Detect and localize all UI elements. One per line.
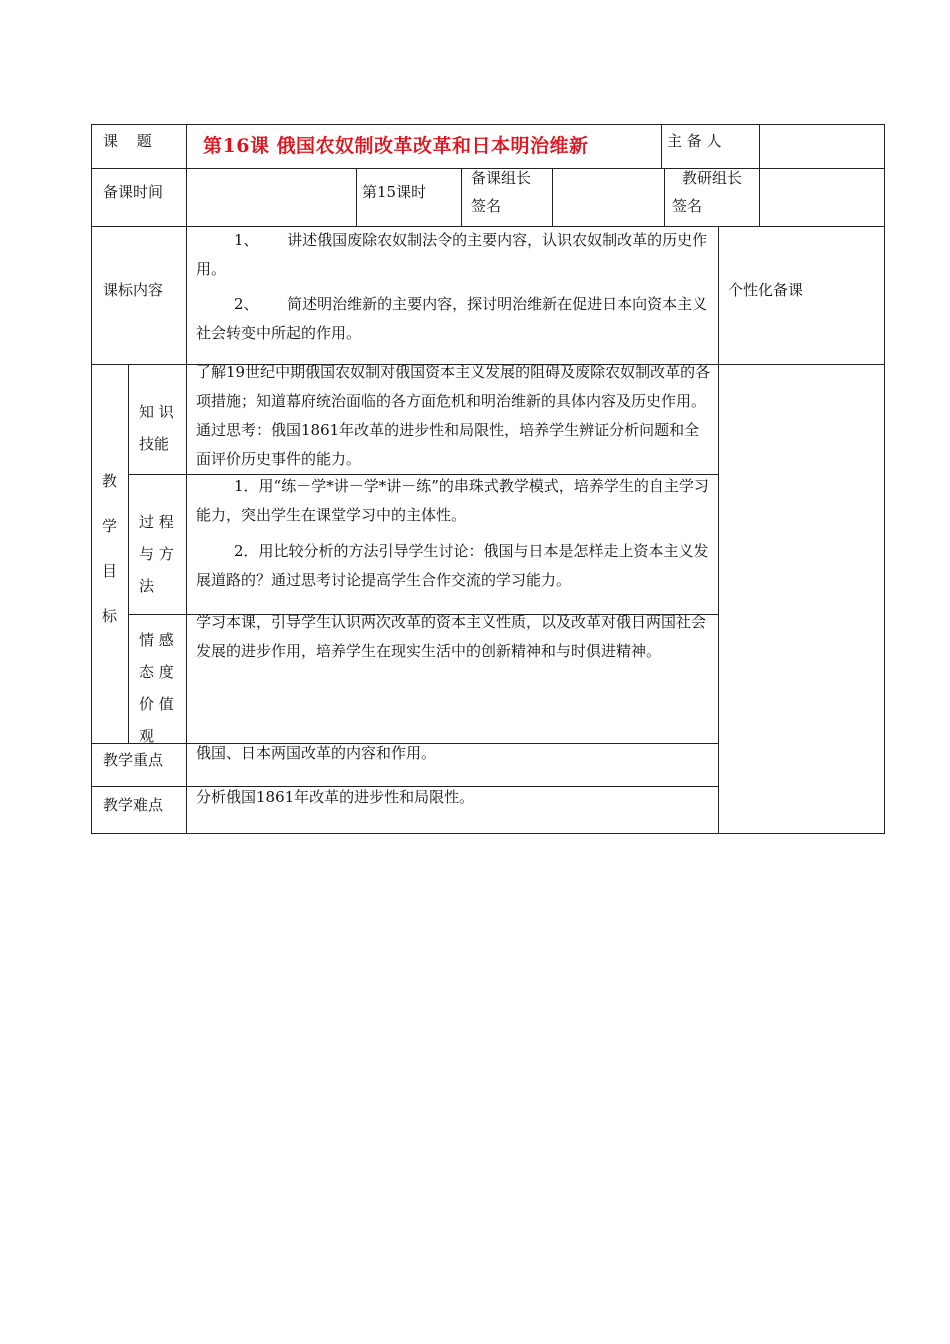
standards-item-1: 1、 讲述俄国废除农奴制法令的主要内容，认识农奴制改革的历史作用。 (196, 231, 708, 278)
process-label: 过 程 (139, 513, 174, 531)
knowledge-label-2: 技能 (139, 435, 170, 453)
group-leader-label-2: 签名 (471, 197, 502, 215)
col-divider (718, 226, 719, 834)
col-divider (552, 168, 553, 226)
main-preparer-label: 主 备 人 (667, 132, 722, 150)
emotion-text: 学习本课，引导学生认识两次改革的资本主义性质，以及改革对俄日两国社会发展的进步作用，培养学生在现实生活中的创新精神和与时俱进精神。 (196, 613, 707, 660)
emotion-label-2: 态 度 (139, 663, 174, 681)
table-border-left (91, 124, 92, 834)
group-leader-label: 备课组长 (471, 169, 532, 187)
topic-label: 课 题 (103, 132, 152, 150)
page-title: 第16课 俄国农奴制改革改革和日本明治维新 (203, 135, 589, 157)
difficulties-text: 分析俄国1861年改革的进步性和局限性。 (196, 788, 475, 806)
col-divider (186, 743, 187, 833)
objectives-label-char: 标 (102, 607, 118, 625)
research-leader-label: 教研组长 (682, 169, 743, 187)
emotion-label-3: 价 值 (139, 695, 174, 713)
personalized-prep-label: 个性化备课 (728, 281, 804, 299)
col-divider (186, 124, 187, 364)
objectives-label-char: 教 (102, 472, 118, 490)
process-label-2: 与 方 (139, 545, 174, 563)
col-divider (186, 364, 187, 743)
key-points-text: 俄国、日本两国改革的内容和作用。 (196, 744, 437, 762)
table-border-top (91, 124, 885, 125)
standards-item-2: 2、 简述明治维新的主要内容，探讨明治维新在促进日本向资本主义社会转变中所起的作用。 (196, 295, 708, 342)
research-leader-label-2: 签名 (672, 197, 703, 215)
emotion-label: 情 感 (139, 631, 174, 649)
objectives-label-char: 目 (102, 562, 118, 580)
col-divider (356, 168, 357, 226)
difficulties-label: 教学难点 (103, 796, 164, 814)
table-border-right (884, 124, 885, 834)
knowledge-text: 了解19世纪中期俄国农奴制对俄国资本主义发展的阻碍及废除农奴制改革的各项措施；知道幕府统治面临的各方面危机和明治维新的具体内容及历史作用。通过思考：俄国1861年改革的进步性和局限性，培养学生辨证分析问题和全面评价历史事件的能力。 (196, 363, 711, 468)
col-divider (128, 364, 129, 743)
col-divider (661, 124, 662, 168)
emotion-label-4: 观 (139, 727, 155, 745)
standards-label: 课标内容 (103, 281, 164, 299)
process-item-2: 2．用比较分析的方法引导学生讨论：俄国与日本是怎样走上资本主义发展道路的？通过思考讨论提高学生合作交流的学习能力。 (196, 542, 709, 589)
col-divider (664, 168, 665, 226)
process-label-3: 法 (139, 577, 155, 595)
prep-time-label: 备课时间 (103, 183, 164, 201)
table-border-bottom (91, 833, 885, 834)
col-divider (461, 168, 462, 226)
period-value: 第15课时 (362, 183, 427, 201)
knowledge-label: 知 识 (139, 403, 174, 421)
key-points-label: 教学重点 (103, 751, 164, 769)
process-item-1: 1．用“练－学*讲－学*讲－练”的串珠式教学模式，培养学生的自主学习能力，突出学生在课堂学习中的主体性。 (196, 477, 709, 524)
col-divider (759, 124, 760, 226)
objectives-label-char: 学 (102, 517, 118, 535)
